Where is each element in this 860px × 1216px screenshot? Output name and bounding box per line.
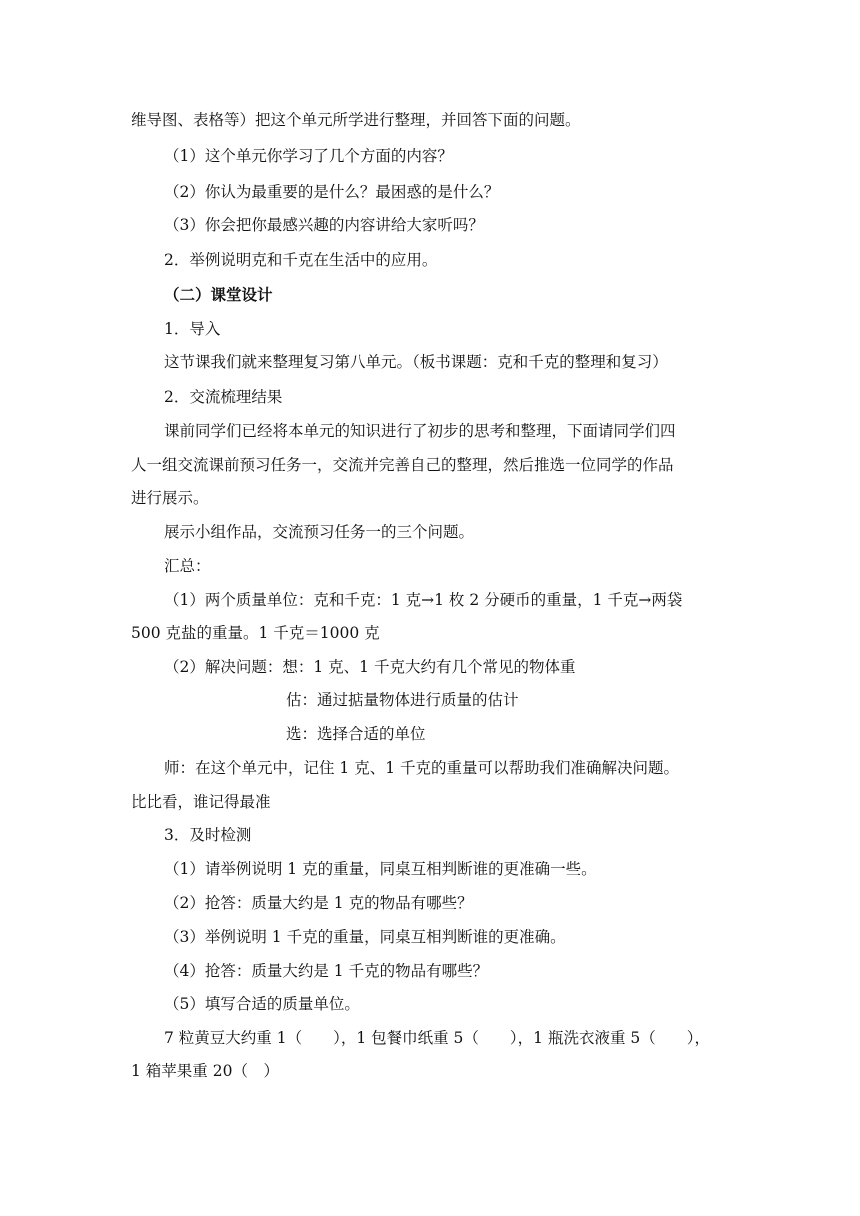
subsection-heading: 2．交流梳理结果 bbox=[164, 388, 283, 406]
subsection-heading: 3．及时检测 bbox=[164, 826, 252, 844]
summary-item-1: （1）两个质量单位：克和千克：1 克→1 枚 2 分硬币的重量，1 千克→两袋 bbox=[164, 591, 683, 609]
paragraph-line: 维导图、表格等）把这个单元所学进行整理，并回答下面的问题。 bbox=[131, 111, 581, 129]
check-item-4: （4）抢答：质量大约是 1 千克的物品有哪些？ bbox=[164, 962, 489, 980]
numbered-item: 2．举例说明克和千克在生活中的应用。 bbox=[164, 251, 438, 269]
question-item-3: （3）你会把你最感兴趣的内容讲给大家听吗？ bbox=[164, 216, 484, 234]
question-item-1: （1）这个单元你学习了几个方面的内容？ bbox=[164, 147, 453, 165]
section-heading: （二）课堂设计 bbox=[164, 285, 273, 304]
summary-label: 汇总： bbox=[164, 557, 211, 575]
paragraph-line: 展示小组作品，交流预习任务一的三个问题。 bbox=[164, 523, 475, 541]
check-item-5: （5）填写合适的质量单位。 bbox=[164, 995, 360, 1013]
check-item-1: （1）请举例说明 1 克的重量，同桌互相判断谁的更准确一些。 bbox=[164, 860, 597, 878]
subsection-heading: 1．导入 bbox=[164, 320, 221, 338]
paragraph-line: 师：在这个单元中，记住 1 克、1 千克的重量可以帮助我们准确解决问题。 bbox=[164, 759, 680, 777]
fill-blank-exercise-cont: 1 箱苹果重 20（ ） bbox=[131, 1062, 279, 1080]
paragraph-line: 课前同学们已经将本单元的知识进行了初步的思考和整理，下面请同学们四 bbox=[164, 422, 676, 440]
summary-item-2-estimate: 估：通过掂量物体进行质量的估计 bbox=[286, 691, 519, 709]
summary-item-2-choose: 选：选择合适的单位 bbox=[286, 725, 426, 743]
paragraph-line: 这节课我们就来整理复习第八单元。（板书课题：克和千克的整理和复习） bbox=[164, 353, 668, 371]
paragraph-line: 人一组交流课前预习任务一，交流并完善自己的整理，然后推选一位同学的作品 bbox=[131, 456, 674, 474]
paragraph-line: 比比看，谁记得最准 bbox=[131, 793, 271, 811]
fill-blank-exercise: 7 粒黄豆大约重 1（ ），1 包餐巾纸重 5（ ），1 瓶洗衣液重 5（ ）， bbox=[164, 1029, 710, 1047]
summary-item-2: （2）解决问题：想：1 克、1 千克大约有几个常见的物体重 bbox=[164, 658, 576, 676]
summary-item-1-cont: 500 克盐的重量。1 千克＝1000 克 bbox=[131, 624, 380, 642]
paragraph-line: 进行展示。 bbox=[131, 489, 209, 507]
check-item-2: （2）抢答：质量大约是 1 克的物品有哪些？ bbox=[164, 894, 473, 912]
check-item-3: （3）举例说明 1 千克的重量，同桌互相判断谁的更准确。 bbox=[164, 928, 566, 946]
question-item-2: （2）你认为最重要的是什么？最困惑的是什么？ bbox=[164, 183, 500, 201]
